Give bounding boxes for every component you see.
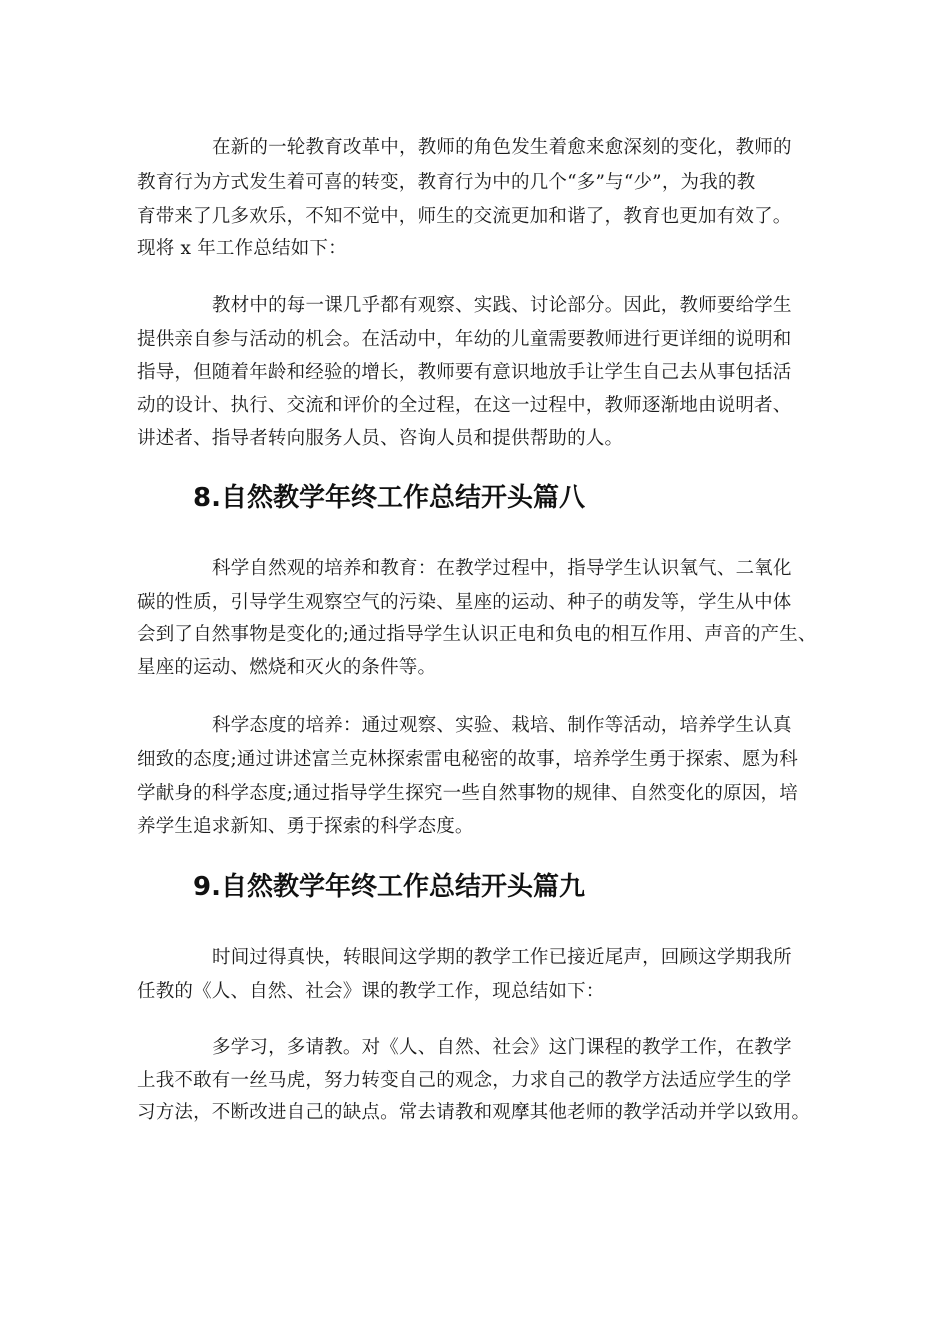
text-line: 上我不敢有一丝马虎，努力转变自己的观念，力求自己的教学方法适应学生的学 bbox=[137, 1070, 792, 1091]
text-line: 育带来了几多欢乐，不知不觉中，师生的交流更加和谐了，教育也更加有效了。 bbox=[137, 206, 792, 227]
text-line: 科学态度的培养：通过观察、实验、栽培、制作等活动，培养学生认真 bbox=[212, 715, 792, 736]
text-line: 现将 x 年工作总结如下： bbox=[137, 238, 347, 259]
text-line: 时间过得真快，转眼间这学期的教学工作已接近尾声，回顾这学期我所 bbox=[212, 947, 792, 968]
text-line: 提供亲自参与活动的机会。在活动中，年幼的儿童需要教师进行更详细的说明和 bbox=[137, 329, 792, 350]
text-line: 碳的性质，引导学生观察空气的污染、星座的运动、种子的萌发等，学生从中体 bbox=[137, 592, 792, 613]
text-line: 会到了自然事物是变化的;通过指导学生认识正电和负电的相互作用、声音的产生、 bbox=[137, 624, 817, 645]
text-line: 动的设计、执行、交流和评价的全过程，在这一过程中，教师逐渐地由说明者、 bbox=[137, 395, 792, 416]
text-line: 指导，但随着年龄和经验的增长，教师要有意识地放手让学生自己去从事包括活 bbox=[137, 362, 792, 383]
text-line: 任教的《人、自然、社会》课的教学工作，现总结如下： bbox=[137, 981, 605, 1002]
text-line: 教育行为方式发生着可喜的转变，教育行为中的几个“多”与“少”，为我的教 bbox=[137, 172, 756, 193]
text-line: 细致的态度;通过讲述富兰克林探索雷电秘密的故事，培养学生勇于探索、愿为科 bbox=[137, 749, 798, 770]
text-line: 星座的运动、燃烧和灭火的条件等。 bbox=[137, 657, 437, 678]
section-8-heading: 8.自然教学年终工作总结开头篇八 bbox=[193, 483, 585, 513]
text-line: 习方法，不断改进自己的缺点。常去请教和观摩其他老师的教学活动并学以致用。 bbox=[137, 1102, 811, 1123]
text-line: 在新的一轮教育改革中，教师的角色发生着愈来愈深刻的变化，教师的 bbox=[212, 137, 792, 158]
section-9-heading: 9.自然教学年终工作总结开头篇九 bbox=[193, 872, 585, 902]
text-line: 多学习，多请教。对《人、自然、社会》这门课程的教学工作，在教学 bbox=[212, 1037, 792, 1058]
text-line: 科学自然观的培养和教育：在教学过程中，指导学生认识氧气、二氧化 bbox=[212, 558, 792, 579]
text-line: 教材中的每一课几乎都有观察、实践、讨论部分。因此，教师要给学生 bbox=[212, 295, 792, 316]
text-line: 养学生追求新知、勇于探索的科学态度。 bbox=[137, 816, 474, 837]
text-line: 学献身的科学态度;通过指导学生探究一些自然事物的规律、自然变化的原因，培 bbox=[137, 783, 798, 804]
text-line: 讲述者、指导者转向服务人员、咨询人员和提供帮助的人。 bbox=[137, 428, 624, 449]
